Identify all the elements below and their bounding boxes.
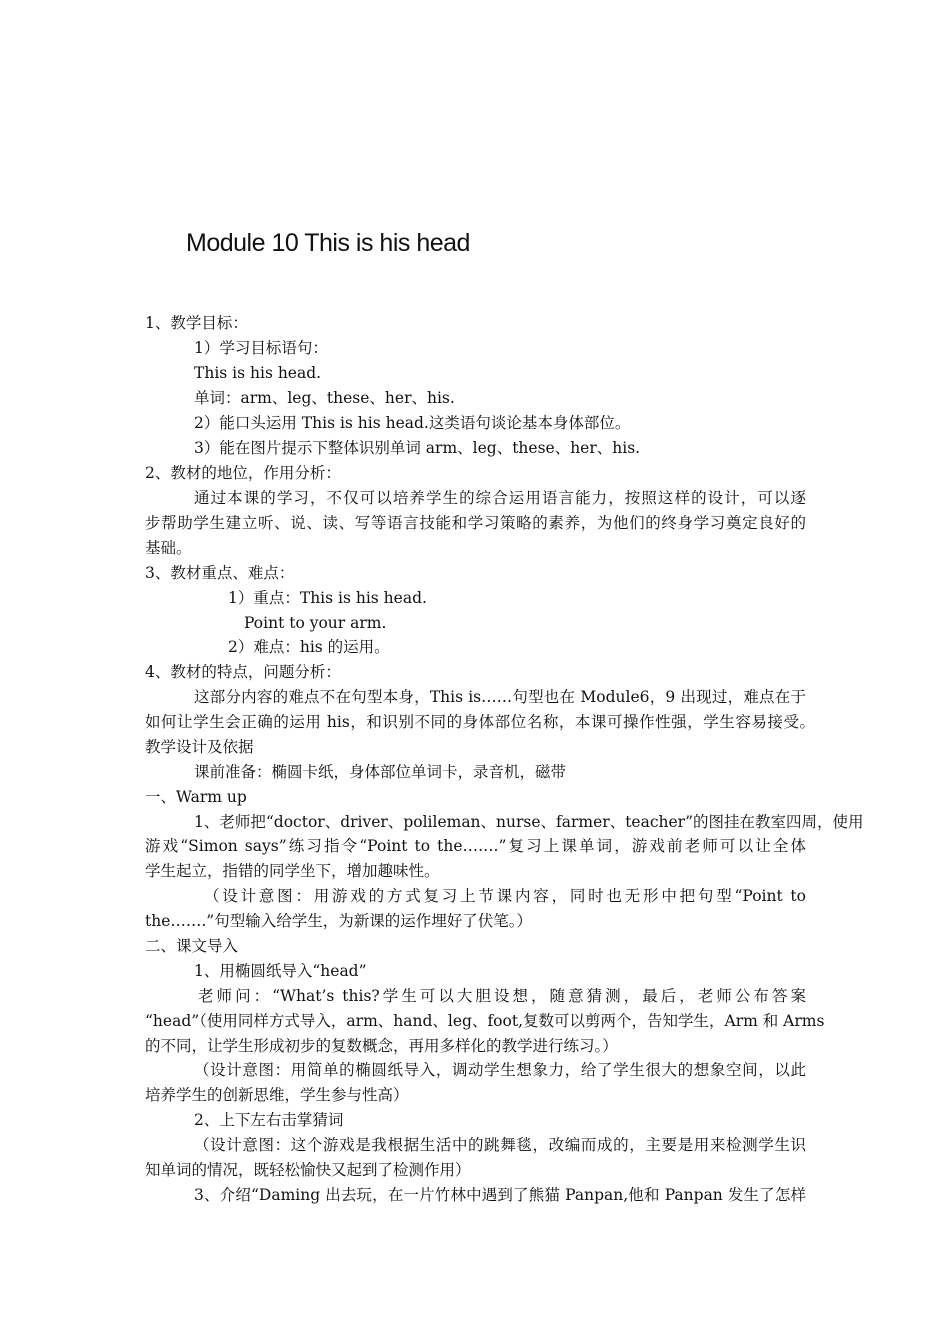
paragraph-line: 游戏“Simon says”练习指令“Point to the…….”复习上课单词，游戏前老师可以让全体 — [145, 837, 806, 855]
section-4-heading: 4、教材的特点，问题分析： — [145, 663, 341, 681]
paragraph-line: （设计意图：这个游戏是我根据生活中的跳舞毯，改编而成的，主要是用来检测学生识 — [194, 1136, 806, 1154]
paragraph-line: 知单词的情况，既轻松愉快又起到了检测作用） — [145, 1161, 471, 1179]
text-line: This is his head. — [194, 364, 322, 382]
paragraph-line: 通过本课的学习，不仅可以培养学生的综合运用语言能力，按照这样的设计，可以逐 — [194, 489, 806, 507]
document-title: Module 10 This is his head — [186, 229, 470, 257]
paragraph-line: 培养学生的创新思维，学生参与性高） — [145, 1086, 409, 1104]
text-line: 1）重点：This is his head. — [228, 589, 427, 607]
text-line: 2）难点：his 的运用。 — [228, 638, 390, 656]
paragraph-line: 1、老师把“doctor、driver、polileman、nurse、farmer、teacher”的图挂在教室四周，使用 — [194, 813, 864, 831]
text-line: 单词：arm、leg、these、her、his. — [194, 389, 455, 407]
part-2-heading: 二、课文导入 — [145, 937, 239, 955]
section-3-heading: 3、教材重点、难点： — [145, 564, 295, 582]
section-1-heading: 1、教学目标： — [145, 314, 248, 332]
paragraph-line: （设计意图：用简单的椭圆纸导入，调动学生想象力，给了学生很大的想象空间，以此 — [194, 1061, 806, 1079]
paragraph-line: 这部分内容的难点不在句型本身，This is……句型也在 Module6，9 出现过，难点在于 — [194, 688, 806, 706]
paragraph-line: the…….”句型输入给学生，为新课的运作埋好了伏笔。） — [145, 912, 532, 930]
text-line: 2、上下左右击掌猜词 — [194, 1111, 344, 1129]
text-line: 1、用椭圆纸导入“head” — [194, 962, 367, 980]
paragraph-line: 学生起立，指错的同学坐下，增加趣味性。 — [145, 862, 440, 880]
paragraph-line: “head”（使用同样方式导入，arm、hand、leg、foot,复数可以剪两个，告知学生，Arm 和 Arms — [145, 1012, 825, 1030]
paragraph-line: 老师问：“What’s this?学生可以大胆设想，随意猜测，最后，老师公布答案 — [198, 987, 806, 1005]
section-2-heading: 2、教材的地位，作用分析： — [145, 464, 341, 482]
text-line: 课前准备：椭圆卡纸，身体部位单词卡，录音机，磁带 — [194, 763, 567, 781]
paragraph-line: 步帮助学生建立听、说、读、写等语言技能和学习策略的素养，为他们的终身学习奠定良好的 — [145, 514, 806, 532]
subheading: 教学设计及依据 — [145, 738, 254, 756]
text-line: 3）能在图片提示下整体识别单词 arm、leg、these、her、his. — [194, 439, 641, 457]
paragraph-line: 的不同，让学生形成初步的复数概念，再用多样化的教学进行练习。） — [145, 1037, 618, 1055]
paragraph-line: 基础。 — [145, 539, 192, 557]
paragraph-line: 3、介绍“Daming 出去玩，在一片竹林中遇到了熊猫 Panpan,他和 Panpan 发生了怎样 — [194, 1186, 806, 1204]
part-1-heading: 一、Warm up — [145, 788, 247, 806]
text-line: 2）能口头运用 This is his head.这类语句谈论基本身体部位。 — [194, 414, 631, 432]
text-line: Point to your arm. — [244, 614, 387, 632]
paragraph-line: （设计意图：用游戏的方式复习上节课内容，同时也无形中把句型“Point to — [204, 887, 806, 905]
text-line: 1）学习目标语句： — [194, 339, 328, 357]
paragraph-line: 如何让学生会正确的运用 his，和识别不同的身体部位名称，本课可操作性强，学生容易接受。 — [145, 713, 815, 731]
